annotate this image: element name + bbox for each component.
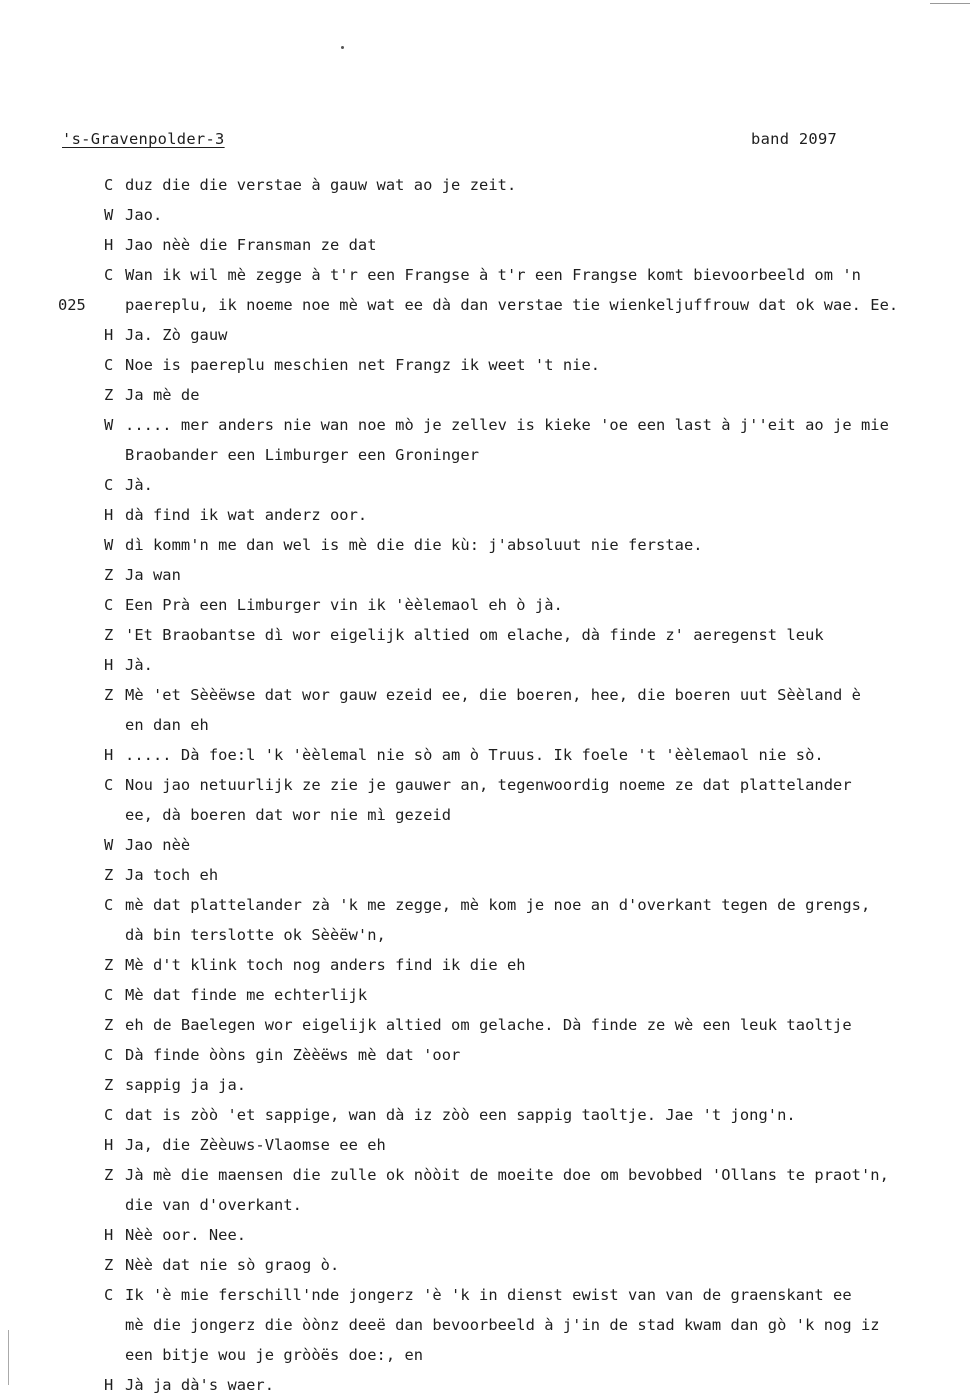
utterance-line xyxy=(0,830,973,860)
utterance-line xyxy=(0,1280,973,1310)
utterance xyxy=(0,260,973,320)
tape-number: band 2097 xyxy=(751,130,838,148)
utterance-line xyxy=(0,1250,973,1280)
utterance-text: Ja. Zò gauw xyxy=(125,326,228,344)
speaker-label: Z xyxy=(104,686,114,704)
utterance-text: Jà ja dà's waer. xyxy=(125,1376,275,1394)
utterance-text: een bitje wou je gròòës doe:, en xyxy=(125,1346,424,1364)
speaker-label: Z xyxy=(104,956,114,974)
speaker-label: H xyxy=(104,506,114,524)
utterance-line xyxy=(0,1070,973,1100)
utterance xyxy=(0,980,973,1010)
document-title: 's-Gravenpolder-3 xyxy=(62,130,225,148)
utterance-line xyxy=(0,230,973,260)
utterance-text: Braobander een Limburger een Groninger xyxy=(125,446,480,464)
speaker-label: H xyxy=(104,656,114,674)
utterance-line xyxy=(0,680,973,710)
utterance xyxy=(0,1220,973,1250)
scan-mark xyxy=(930,3,970,4)
utterance-text: Ja mè de xyxy=(125,386,200,404)
utterance xyxy=(0,1070,973,1100)
utterance-line xyxy=(0,470,973,500)
speaker-label: C xyxy=(104,1046,114,1064)
speaker-label: Z xyxy=(104,566,114,584)
utterance-text: Jà. xyxy=(125,476,153,494)
utterance-line xyxy=(0,1040,973,1070)
utterance xyxy=(0,650,973,680)
utterance-text: Jà mè die maensen die zulle ok nòòit de moeite doe om bevobbed 'Ollans te praot'n, xyxy=(125,1166,889,1184)
utterance-line xyxy=(0,1130,973,1160)
speaker-label: Z xyxy=(104,866,114,884)
utterance-line xyxy=(0,1100,973,1130)
utterance-line xyxy=(0,740,973,770)
utterance xyxy=(0,830,973,860)
utterance-continuation-line xyxy=(0,1310,973,1340)
speaker-label: C xyxy=(104,176,114,194)
speaker-label: C xyxy=(104,896,114,914)
utterance xyxy=(0,1160,973,1220)
utterance-continuation-line xyxy=(0,710,973,740)
utterance-text: die van d'overkant. xyxy=(125,1196,303,1214)
utterance xyxy=(0,680,973,740)
utterance-continuation-line xyxy=(0,1340,973,1370)
utterance xyxy=(0,950,973,980)
utterance-line xyxy=(0,590,973,620)
speaker-label: C xyxy=(104,776,114,794)
utterance xyxy=(0,860,973,890)
utterance-text: en dan eh xyxy=(125,716,209,734)
utterance-continuation-line xyxy=(0,290,973,320)
utterance-line xyxy=(0,350,973,380)
utterance-line xyxy=(0,170,973,200)
utterance-text: Jao. xyxy=(125,206,163,224)
utterance-text: paereplu, ik noeme noe mè wat ee dà dan verstae tie wienkeljuffrouw dat ok wae. Ee. xyxy=(125,296,899,314)
utterance-line xyxy=(0,1010,973,1040)
speaker-label: C xyxy=(104,266,114,284)
utterance-text: Noe is paereplu meschien net Frangz ik weet 't nie. xyxy=(125,356,601,374)
utterance-text: 'Et Braobantse dì wor eigelijk altied om elache, dà finde z' aeregenst leuk xyxy=(125,626,824,644)
speaker-label: C xyxy=(104,476,114,494)
speaker-label: Z xyxy=(104,386,114,404)
utterance-line xyxy=(0,320,973,350)
utterance-line xyxy=(0,530,973,560)
utterance-line xyxy=(0,410,973,440)
speaker-label: C xyxy=(104,1106,114,1124)
utterance-line xyxy=(0,560,973,590)
utterance-text: dà bin terslotte ok Sèèëw'n, xyxy=(125,926,386,944)
utterance-line xyxy=(0,380,973,410)
utterance-text: Jà. xyxy=(125,656,153,674)
speaker-label: W xyxy=(104,416,114,434)
utterance-line xyxy=(0,500,973,530)
utterance-line xyxy=(0,1370,973,1400)
speaker-label: W xyxy=(104,536,114,554)
speaker-label: Z xyxy=(104,626,114,644)
utterance-line xyxy=(0,890,973,920)
utterance xyxy=(0,890,973,950)
speaker-label: H xyxy=(104,746,114,764)
utterance xyxy=(0,1370,973,1400)
line-number: 025 xyxy=(58,296,86,314)
utterance-text: Ja wan xyxy=(125,566,181,584)
utterance xyxy=(0,770,973,830)
utterance-text: Jao nèè die Fransman ze dat xyxy=(125,236,377,254)
utterance-line xyxy=(0,1220,973,1250)
utterance xyxy=(0,1100,973,1130)
utterance-text: dà find ik wat anderz oor. xyxy=(125,506,368,524)
utterance-line xyxy=(0,200,973,230)
utterance-text: Mè d't klink toch nog anders find ik die eh xyxy=(125,956,526,974)
utterance xyxy=(0,1040,973,1070)
utterance xyxy=(0,1280,973,1370)
utterance xyxy=(0,590,973,620)
utterance-text: eh de Baelegen wor eigelijk altied om gelache. Dà finde ze wè een leuk taoltje xyxy=(125,1016,852,1034)
utterance-text: Een Prà een Limburger vin ik 'èèlemaol eh ò jà. xyxy=(125,596,563,614)
utterance xyxy=(0,320,973,350)
utterance xyxy=(0,380,973,410)
utterance-text: sappig ja ja. xyxy=(125,1076,247,1094)
utterance-continuation-line xyxy=(0,800,973,830)
transcript-body xyxy=(0,170,973,1400)
utterance-line xyxy=(0,650,973,680)
utterance-line xyxy=(0,620,973,650)
utterance xyxy=(0,530,973,560)
utterance-text: ..... Dà foe:l 'k 'èèlemal nie sò am ò Truus. Ik foele 't 'èèlemaol nie sò. xyxy=(125,746,824,764)
utterance-text: mè die jongerz die òònz deeë dan bevoorbeeld à j'in de stad kwam dan gò 'k nog iz xyxy=(125,1316,880,1334)
utterance-text: ..... mer anders nie wan noe mò je zellev is kieke 'oe een last à j''eit ao je mie xyxy=(125,416,889,434)
speaker-label: Z xyxy=(104,1076,114,1094)
utterance-text: dì komm'n me dan wel is mè die die kù: j'absoluut nie ferstae. xyxy=(125,536,703,554)
utterance xyxy=(0,350,973,380)
speaker-label: H xyxy=(104,1136,114,1154)
utterance-text: mè dat plattelander zà 'k me zegge, mè kom je noe an d'overkant tegen de grengs, xyxy=(125,896,871,914)
utterance-continuation-line xyxy=(0,1190,973,1220)
utterance-text: Nèè oor. Nee. xyxy=(125,1226,247,1244)
utterance-text: Wan ik wil mè zegge à t'r een Frangse à t'r een Frangse komt bievoorbeeld om 'n xyxy=(125,266,861,284)
utterance-text: Ja, die Zèèuws-Vlaomse ee eh xyxy=(125,1136,386,1154)
utterance xyxy=(0,200,973,230)
utterance-text: ee, dà boeren dat wor nie mì gezeid xyxy=(125,806,452,824)
utterance-line xyxy=(0,980,973,1010)
utterance-text: Jao nèè xyxy=(125,836,191,854)
utterance-line xyxy=(0,860,973,890)
speaker-label: C xyxy=(104,356,114,374)
speaker-label: Z xyxy=(104,1256,114,1274)
speaker-label: H xyxy=(104,236,114,254)
scan-speck xyxy=(341,46,344,49)
utterance xyxy=(0,1010,973,1040)
speaker-label: C xyxy=(104,986,114,1004)
utterance-line xyxy=(0,770,973,800)
speaker-label: H xyxy=(104,326,114,344)
utterance-continuation-line xyxy=(0,920,973,950)
speaker-label: Z xyxy=(104,1016,114,1034)
utterance-line xyxy=(0,950,973,980)
utterance xyxy=(0,230,973,260)
utterance xyxy=(0,620,973,650)
utterance xyxy=(0,1250,973,1280)
speaker-label: Z xyxy=(104,1166,114,1184)
speaker-label: C xyxy=(104,596,114,614)
speaker-label: H xyxy=(104,1376,114,1394)
utterance xyxy=(0,170,973,200)
speaker-label: W xyxy=(104,206,114,224)
utterance-text: Ik 'è mie ferschill'nde jongerz 'è 'k in dienst ewist van van de graenskant ee xyxy=(125,1286,852,1304)
utterance-text: duz die die verstae à gauw wat ao je zeit. xyxy=(125,176,517,194)
utterance-line xyxy=(0,1160,973,1190)
utterance-text: Nou jao netuurlijk ze zie je gauwer an, tegenwoordig noeme ze dat plattelander xyxy=(125,776,852,794)
utterance xyxy=(0,500,973,530)
utterance-text: dat is zòò 'et sappige, wan dà iz zòò een sappig taoltje. Jae 't jong'n. xyxy=(125,1106,796,1124)
utterance-text: Dà finde òòns gin Zèèëws mè dat 'oor xyxy=(125,1046,461,1064)
utterance-text: Ja toch eh xyxy=(125,866,219,884)
utterance-line xyxy=(0,260,973,290)
utterance xyxy=(0,560,973,590)
speaker-label: C xyxy=(104,1286,114,1304)
utterance xyxy=(0,410,973,470)
utterance xyxy=(0,1130,973,1160)
utterance-text: Mè 'et Sèèëwse dat wor gauw ezeid ee, die boeren, hee, die boeren uut Sèèland è xyxy=(125,686,861,704)
utterance xyxy=(0,470,973,500)
utterance-text: Mè dat finde me echterlijk xyxy=(125,986,368,1004)
utterance xyxy=(0,740,973,770)
utterance-continuation-line xyxy=(0,440,973,470)
speaker-label: H xyxy=(104,1226,114,1244)
speaker-label: W xyxy=(104,836,114,854)
utterance-text: Nèè dat nie sò graog ò. xyxy=(125,1256,340,1274)
